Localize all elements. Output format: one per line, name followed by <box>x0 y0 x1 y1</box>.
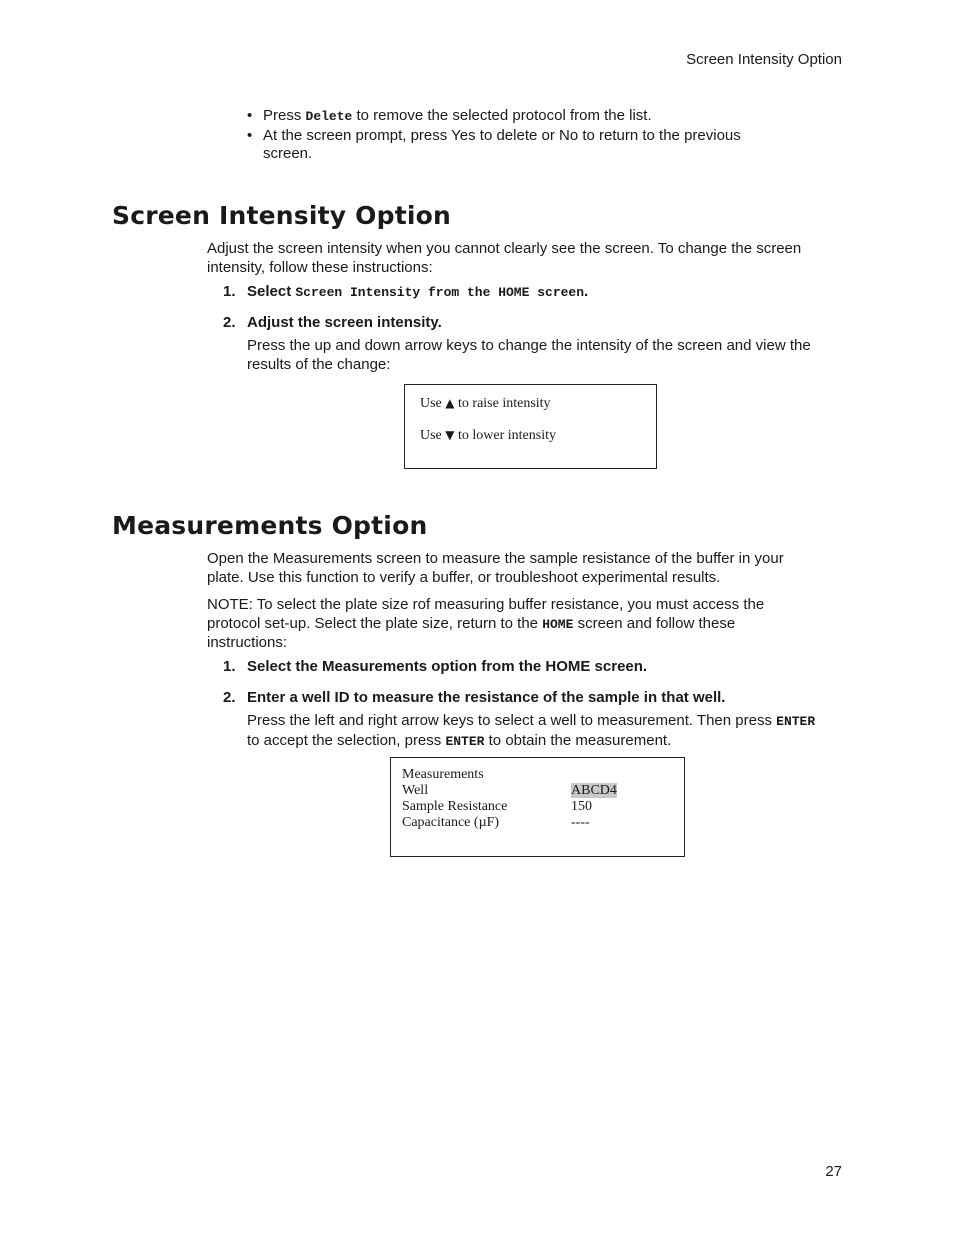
measurements-step-1 <box>223 658 647 675</box>
desc-line-1-pre: Press the left and right arrow keys to select a well to measurement. Then press <box>247 712 777 729</box>
raise-intensity-row <box>420 396 551 412</box>
intensity-display-box <box>404 384 657 469</box>
use-label: Use <box>420 428 442 443</box>
measurements-step-2 <box>223 689 725 706</box>
bullet-list <box>247 107 867 164</box>
step-label: Select the Measurements option from the HOME screen. <box>247 658 648 675</box>
measurements-step-2-description <box>247 712 857 751</box>
measurements-heading: Measurements Option <box>112 511 428 540</box>
down-triangle-icon: ▼ <box>445 428 455 442</box>
bullet-text-post: to remove the selected protocol from the list. <box>352 107 652 124</box>
measurements-display-title: Measurements <box>402 767 484 782</box>
measurements-note <box>207 596 857 653</box>
intro-line-2: intensity, follow these instructions: <box>207 258 433 276</box>
measurements-display-box <box>390 757 685 857</box>
page-number: 27 <box>825 1163 842 1180</box>
raise-intensity-text: to raise intensity <box>458 396 551 411</box>
step-number: 2. <box>223 689 236 706</box>
note-line-3: instructions: <box>207 634 288 651</box>
note-line-2-post: screen and follow these <box>573 614 736 632</box>
lower-intensity-row <box>420 428 556 444</box>
screen-intensity-intro <box>207 240 857 277</box>
up-triangle-icon: ▲ <box>445 396 455 410</box>
step-label: Adjust the screen intensity. <box>247 314 442 331</box>
desc-line-1: Press the up and down arrow keys to change the intensity of the screen and view the <box>247 337 811 354</box>
note-line-1: NOTE: To select the plate size rof measuring buffer resistance, you must access the <box>207 596 765 613</box>
desc-line-2: results of the change: <box>247 355 391 373</box>
intro-line-1: Adjust the screen intensity when you cannot clearly see the screen. To change the screen <box>207 240 802 257</box>
running-header: Screen Intensity Option <box>686 51 842 68</box>
delete-key-code: Delete <box>305 109 353 124</box>
step-label: Enter a well ID to measure the resistance of the sample in that well. <box>247 689 726 706</box>
desc-line-2-pre: to accept the selection, press <box>247 731 446 749</box>
screen-intensity-heading: Screen Intensity Option <box>112 201 452 230</box>
intro-line-1: Open the Measurements screen to measure the sample resistance of the buffer in your <box>207 550 784 567</box>
step-number: 1. <box>223 283 236 300</box>
step-suffix: . <box>584 283 589 300</box>
bullet-item <box>247 107 867 127</box>
sample-resistance-value: 150 <box>571 799 592 814</box>
screen-intensity-step-1 <box>223 283 588 300</box>
screen-intensity-step-2 <box>223 314 442 331</box>
use-label: Use <box>420 396 442 411</box>
bullet-dot-icon: • <box>247 126 253 144</box>
home-key-code: HOME <box>542 616 574 632</box>
note-line-2-pre: protocol set-up. Select the plate size, return to the <box>207 614 543 632</box>
sample-resistance-label: Sample Resistance <box>402 799 508 814</box>
enter-key-code: ENTER <box>445 733 485 749</box>
intro-line-2: plate. Use this function to verify a buffer, or troubleshoot experimental results. <box>207 568 721 586</box>
bullet-text-line1: At the screen prompt, press Yes to delete or No to return to the previous <box>263 126 741 144</box>
step-number: 2. <box>223 314 236 331</box>
enter-key-code: ENTER <box>776 714 816 729</box>
capacitance-label: Capacitance (µF) <box>402 815 500 830</box>
step-number: 1. <box>223 658 236 675</box>
screen-intensity-step-2-description <box>247 337 857 374</box>
step-label: Select <box>247 283 296 300</box>
lower-intensity-text: to lower intensity <box>458 428 557 443</box>
bullet-text-line2: screen. <box>263 145 313 162</box>
bullet-text-pre: Press <box>263 107 306 124</box>
bullet-item <box>247 127 867 164</box>
well-label: Well <box>402 783 429 798</box>
step-code: Screen Intensity from the HOME screen <box>295 285 585 300</box>
desc-line-2-post: to obtain the measurement. <box>484 731 672 749</box>
measurements-intro <box>207 550 857 587</box>
bullet-dot-icon: • <box>247 107 253 124</box>
capacitance-value: ---- <box>571 815 590 830</box>
well-value: ABCD4 <box>571 783 617 798</box>
